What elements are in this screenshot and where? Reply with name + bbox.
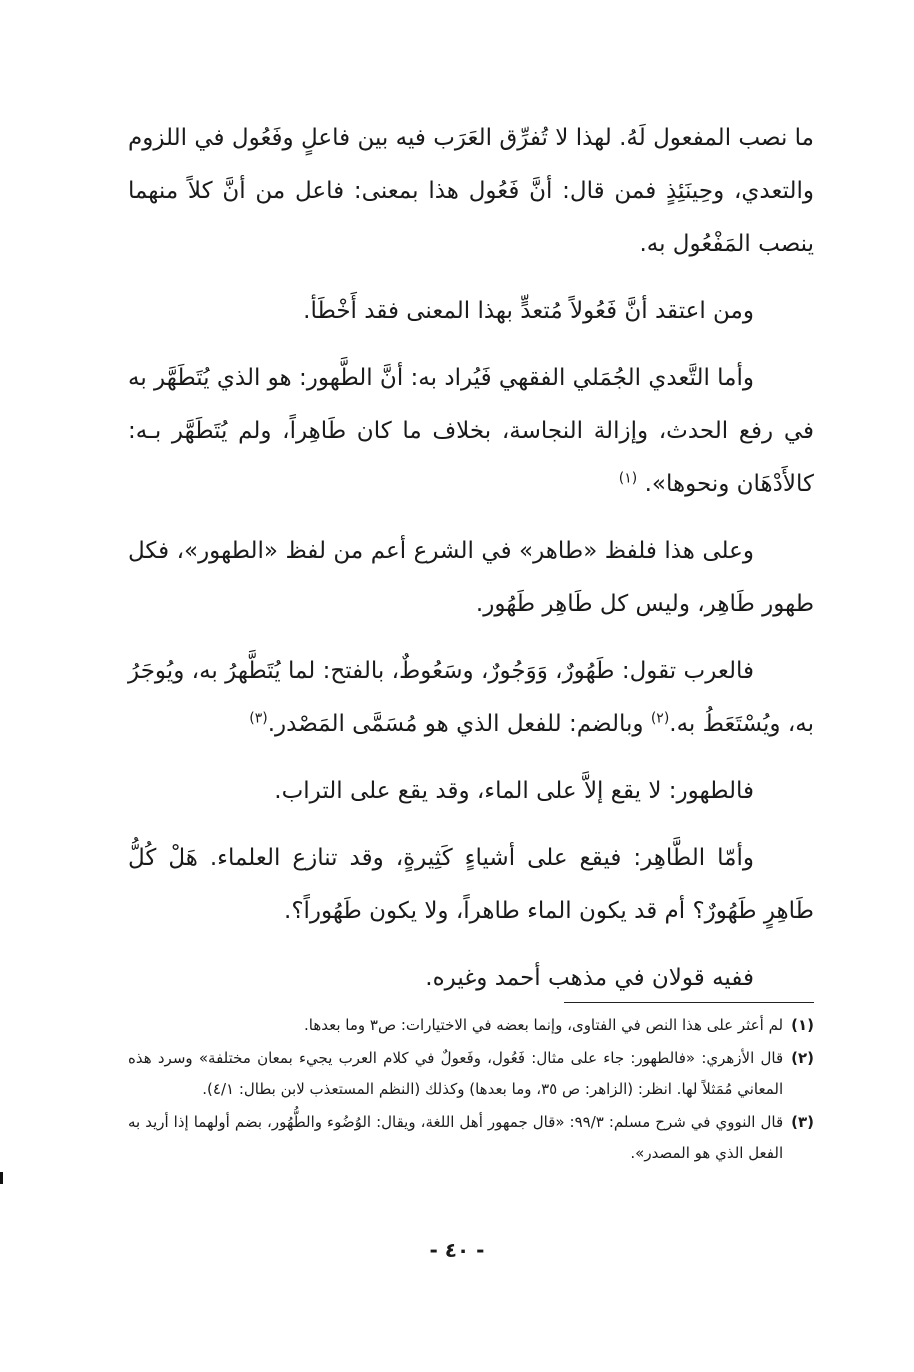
paragraph-7 <box>128 832 814 938</box>
paragraph-7-text: وأمّا الطَّاهِر: فيقع على أشياءٍ كَثِيرةٍ، وقد تنازع العلماء. هَلْ كُلُّ طَاهِرٍ طَهُورٌ؟ أم قد يكون الماء طاهراً، ولا يكون طَهُوراً؟. <box>128 845 814 924</box>
paragraph-3-text: وأما التَّعدي الجُمَلي الفقهي فَيُراد به: أنَّ الطَّهور: هو الذي يُتَطَهَّر به في رفع الحدث، وإزالة النجاسة، بخلاف ما كان طَاهِراً، ولم يُتَطَهَّر بـه: كالأَدْهَان ونحوها». <box>128 365 814 497</box>
scan-edge-mark <box>0 1172 3 1184</box>
paragraph-2-text: ومن اعتقد أنَّ فَعُولاً مُتعدٍّ بهذا المعنى فقد أَخْطَأ. <box>303 298 754 324</box>
footnote-text: قال الأزهري: «فالطهور: جاء على مثال: فَعُول، وفَعولٌ في كلام العرب يجيء بمعان مختلفة» وسرد هذه المعاني مُمَثلاً لها. انظر: (الزاهر: ص ٣٥، وما بعدها) وكذلك (النظم المستعذب لابن بطال: ٤/١). <box>128 1049 784 1098</box>
paragraph-8-text: ففيه قولان في مذهب أحمد وغيره. <box>425 965 754 991</box>
paragraph-5-tail: وبالضم: للفعل الذي هو مُسَمَّى المَصْدر. <box>267 711 644 737</box>
footnote-text: قال النووي في شرح مسلم: ٩٩/٣: «قال جمهور أهل اللغة، ويقال: الوُضُوء والطُّهُور، بضم أولهما إذا أريد به الفعل الذي هو المصدر». <box>128 1113 784 1162</box>
paragraph-6 <box>128 765 814 818</box>
paragraph-5 <box>128 645 814 751</box>
footnote-divider <box>564 1002 814 1003</box>
footnote-number: (١) <box>791 1016 814 1034</box>
paragraph-6-text: فالطهور: لا يقع إلاَّ على الماء، وقد يقع على التراب. <box>274 778 754 804</box>
footnote-ref-3: (٣) <box>249 710 268 727</box>
footnote-2 <box>128 1043 814 1105</box>
paragraph-2 <box>128 285 814 338</box>
footnote-number: (٢) <box>791 1049 814 1067</box>
page-number: - ٤٠ - <box>429 1238 485 1262</box>
footnote-ref-1: (١) <box>618 470 638 487</box>
footnotes <box>128 1010 814 1171</box>
footnote-text: لم أعثر على هذا النص في الفتاوى، وإنما بعضه في الاختيارات: ص٣ وما بعدها. <box>303 1016 784 1034</box>
paragraph-8 <box>128 952 814 1005</box>
footnote-number: (٣) <box>791 1113 814 1131</box>
paragraph-3 <box>128 352 814 511</box>
paragraph-1 <box>128 112 814 271</box>
paragraph-5-text: فالعرب تقول: طَهُورٌ، وَوَجُورٌ، وسَعُوطٌ، بالفتح: لما يُتَطَّهرُ به، ويُوجَرُ به، ويُسْتَعَطُ به. <box>128 658 814 737</box>
paragraph-1-text: ما نصب المفعول لَهُ. لهذا لا تُفرِّق العَرَب فيه بين فاعلٍ وفَعُول في اللزوم والتعدي، وحِينَئِذٍ فمن قال: أنَّ فَعُول هذا بمعنى: فاعل من أنَّ كلاً منهما ينصب المَفْعُول به. <box>128 125 814 257</box>
footnote-ref-2: (٢) <box>650 710 670 727</box>
paragraph-4 <box>128 525 814 631</box>
footnote-3 <box>128 1107 814 1169</box>
paragraph-4-text: وعلى هذا فلفظ «طاهر» في الشرع أعم من لفظ «الطهور»، فكل طهور طَاهِر، وليس كل طَاهِر طَهُور. <box>128 538 814 617</box>
footnote-1 <box>128 1010 814 1041</box>
main-text <box>128 112 814 1019</box>
